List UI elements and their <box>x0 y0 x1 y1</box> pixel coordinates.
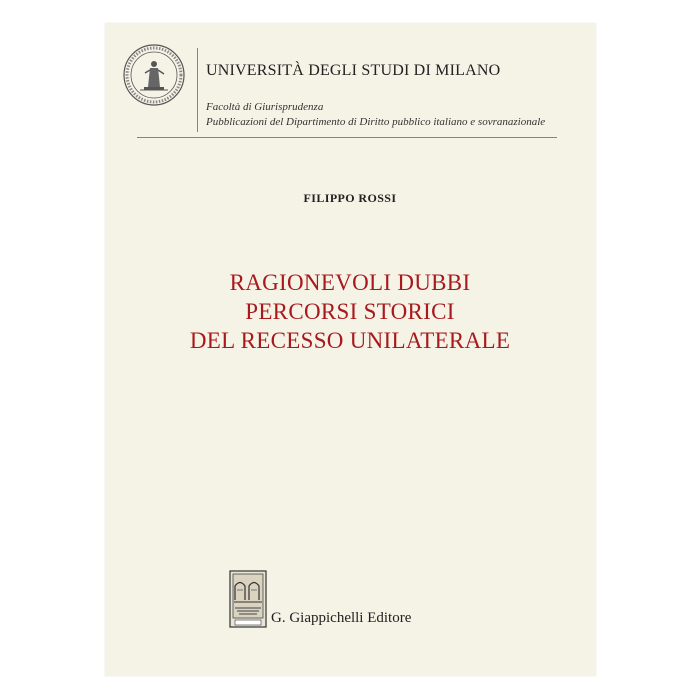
faculty-name: Facoltà di Giurisprudenza <box>206 101 324 113</box>
title-line-2: PERCORSI STORICI <box>245 299 455 324</box>
book-title <box>0 268 700 355</box>
publisher-logo-icon <box>229 570 267 628</box>
title-line-1: RAGIONEVOLI DUBBI <box>229 270 471 295</box>
university-name: UNIVERSITÀ DEGLI STUDI DI MILANO <box>206 62 501 79</box>
publisher-name: G. Giappichelli Editore <box>271 610 412 626</box>
header-horizontal-rule <box>137 137 557 138</box>
title-line-3: DEL RECESSO UNILATERALE <box>189 328 511 353</box>
seal-icon <box>122 43 186 107</box>
author-name: FILIPPO ROSSI <box>303 191 397 205</box>
series-name: Pubblicazioni del Dipartimento di Diritto pubblico italiano e sovranazionale <box>206 116 546 128</box>
header-vertical-rule <box>197 48 198 132</box>
